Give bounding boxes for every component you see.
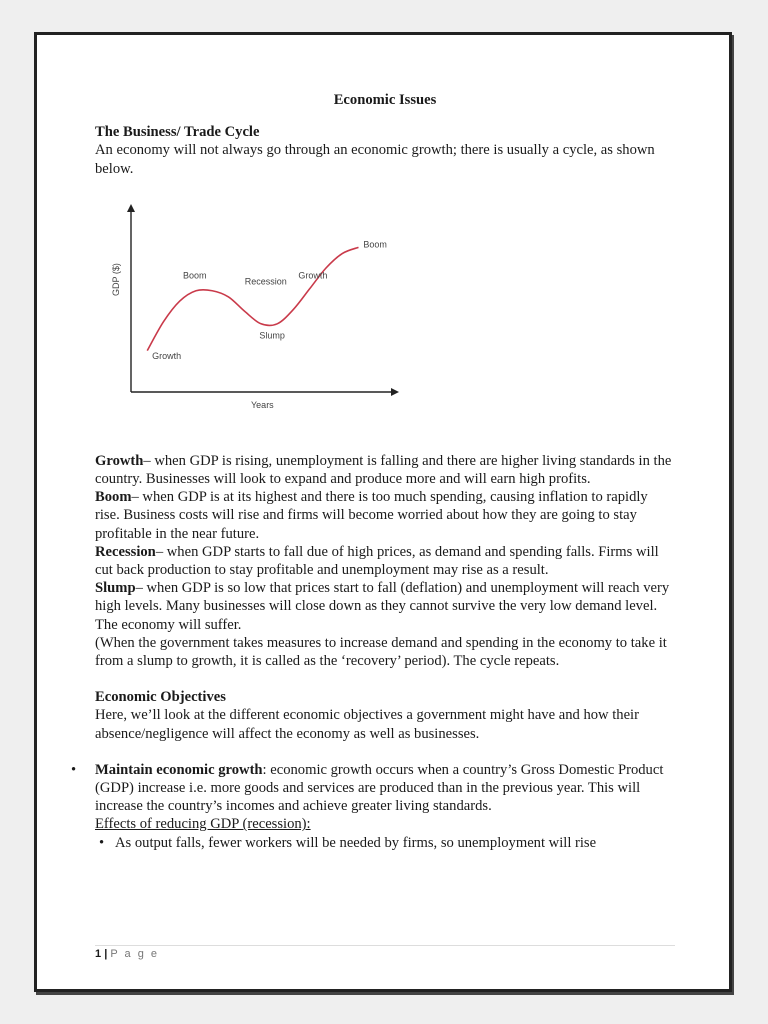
definitions-block	[95, 452, 675, 670]
page-separator: |	[104, 948, 108, 960]
page-footer	[95, 945, 675, 960]
phase-label: Boom	[363, 239, 387, 250]
objective-list-item	[71, 761, 675, 852]
phase-label: Growth	[152, 350, 182, 361]
document-page	[34, 32, 732, 992]
objective-term: Maintain economic growth	[95, 761, 263, 778]
definition-recession	[95, 543, 675, 579]
sub-bullet-marker: •	[99, 834, 105, 851]
objective-growth-text	[95, 761, 675, 816]
gdp-line	[147, 247, 358, 350]
bullet-marker: •	[71, 761, 77, 778]
x-axis-arrow	[391, 388, 399, 396]
definition-growth	[95, 452, 675, 488]
section-heading-economic-objectives: Economic Objectives	[95, 689, 226, 706]
definition-term: Slump	[95, 580, 136, 597]
definition-text: – when GDP is rising, unemployment is falling and there are higher living standards in the country. Businesses will look to expand and produce more and will earn high profits.	[95, 452, 672, 488]
y-axis-arrow	[127, 204, 135, 212]
phase-label: Recession	[244, 276, 287, 287]
recovery-note: (When the government takes measures to increase demand and spending in the economy to take it from a slump to growth, it is called as the ‘recovery’ period). The cycle repeats.	[95, 634, 667, 670]
document-content	[71, 91, 675, 852]
definition-term: Growth	[95, 452, 144, 469]
definition-slump	[95, 579, 675, 634]
effects-heading: Effects of reducing GDP (recession):	[95, 816, 311, 833]
definition-term: Recession	[95, 543, 156, 560]
page-label: P a g e	[110, 948, 159, 960]
page-number: 1	[95, 948, 102, 960]
objective-description: : economic growth occurs when a country’s Gross Domestic Product (GDP) increase i.e. more goods and services are produced than in the previous year. This will increase the country’s incomes and achieve greater living standards.	[95, 761, 664, 815]
y-axis-label: GDP ($)	[111, 262, 121, 296]
definition-term: Boom	[95, 489, 132, 506]
effects-item-text: As output falls, fewer workers will be needed by firms, so unemployment will rise	[115, 834, 597, 851]
business-cycle-chart-svg	[97, 196, 417, 426]
section-heading-business-cycle: The Business/ Trade Cycle	[95, 124, 260, 141]
document-title: Economic Issues	[333, 92, 437, 108]
effects-list-item	[95, 834, 675, 852]
section-intro-business-cycle: An economy will not always go through an economic growth; there is usually a cycle, as shown below.	[95, 142, 655, 177]
x-axis-label: Years	[251, 399, 274, 410]
phase-label: Slump	[259, 330, 285, 341]
phase-label: Boom	[183, 270, 207, 281]
phase-label: Growth	[298, 270, 328, 281]
definition-text: – when GDP is at its highest and there is too much spending, causing inflation to rapidly rise. Business costs will rise and firms will become worried about how they are going to stay profitable in the near future.	[95, 489, 648, 542]
definition-text: – when GDP starts to fall due of high prices, as demand and spending falls. Firms will cut back production to stay profitable and unemployment may rise as a result.	[95, 543, 659, 579]
section-intro-economic-objectives: Here, we’ll look at the different economic objectives a government might have and how their absence/negligence will affect the economy as well as businesses.	[95, 707, 639, 742]
business-cycle-chart	[97, 196, 417, 426]
definition-boom	[95, 488, 675, 543]
definition-text: – when GDP is so low that prices start to fall (deflation) and unemployment will reach very high levels. Many businesses will close down as they cannot survive the very low demand level. The economy will suffer.	[95, 580, 670, 633]
